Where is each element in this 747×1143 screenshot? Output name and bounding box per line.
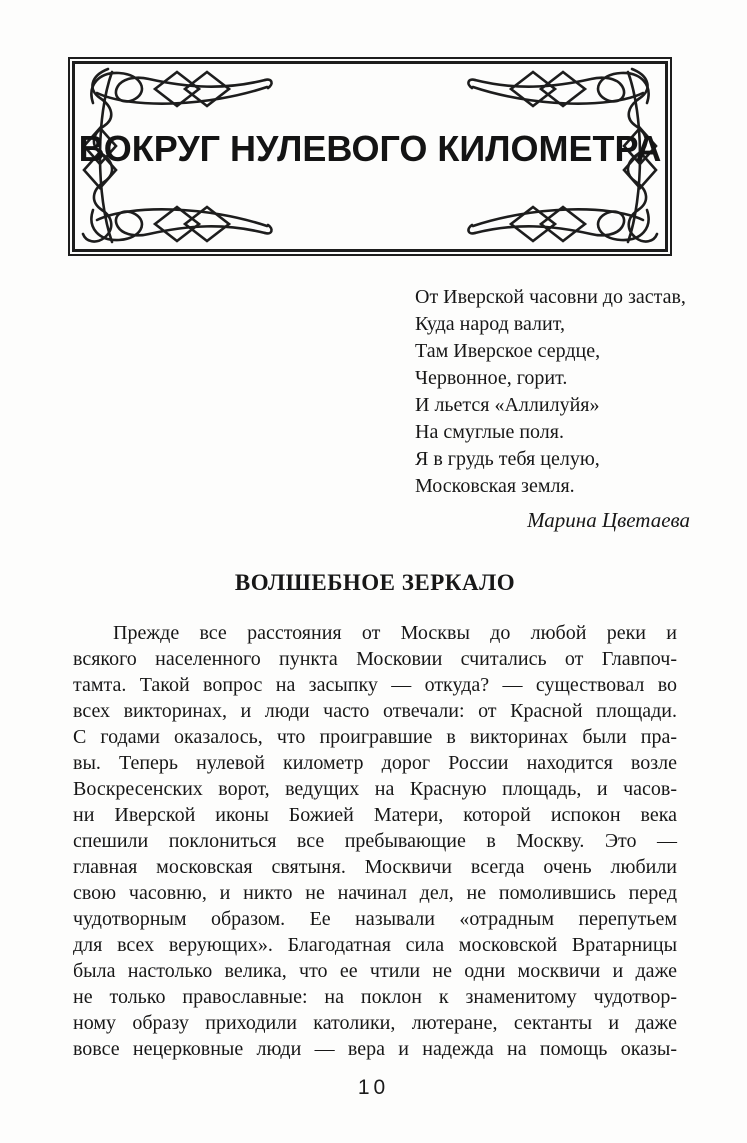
text-line: С годами оказалось, что проигравшие в викторинах были пра- [73,726,677,748]
text-line: Куда народ валит, [415,313,565,335]
text-line: спешили поклониться все пребывающие в Москву. Это — [73,830,677,852]
text-line: главная московская святыня. Москвичи всегда очень любили [73,856,677,878]
section-heading: ВОЛШЕБНОЕ ЗЕРКАЛО [234,570,516,595]
text-line: Воскресенских ворот, ведущих на Красную площадь, и часов- [73,778,677,800]
epigraph-attribution: Марина Цветаева [527,508,690,532]
text-line: ни Иверской иконы Божией Матери, которой испокон века [73,804,677,826]
text-line: всякого населенного пункта Московии считались от Главпоч- [73,648,677,670]
text-line: для всех верующих». Благодатная сила московской Вратарницы [73,934,677,956]
body-paragraph [73,620,677,1062]
text-line: чудотворным образом. Ее называли «отрадным перепутьем [73,908,677,930]
chapter-title-box-inner-border [72,61,668,252]
text-line: И льется «Аллилуйя» [415,394,600,416]
text-line: Московская земля. [415,475,575,497]
text-line: От Иверской часовни до застав, [415,286,686,308]
text-line: всех викторинах, и люди часто отвечали: от Красной площади. [73,700,677,722]
text-line: свою часовню, и никто не начинал дел, не помолившись перед [73,882,677,904]
chapter-title-box [68,57,672,256]
text-line: вовсе нецерковные люди — вера и надежда на помощь оказы- [73,1038,677,1060]
text-line: не только православные: на поклон к знаменитому чудотвор- [73,986,677,1008]
page-number: 10 [357,1076,390,1099]
text-line: ному образу приходили католики, лютеране, сектанты и даже [73,1012,677,1034]
epigraph-poem [415,284,690,500]
chapter-title: ВОКРУГ НУЛЕВОГО КИЛОМЕТРА [78,127,662,169]
text-line: Прежде все расстояния от Москвы до любой реки и [113,622,677,644]
text-line: вы. Теперь нулевой километр дорог России находится возле [73,752,677,774]
epigraph [415,284,690,534]
text-line: Червонное, горит. [415,367,568,389]
text-line: Там Иверское сердце, [415,340,601,362]
text-line: Я в грудь тебя целую, [415,448,600,470]
text-line: была настолько велика, что ее чтили не одни москвичи и даже [73,960,677,982]
text-line: На смуглые поля. [415,421,564,443]
text-line: тамта. Такой вопрос на засыпку — откуда? — существовал во [73,674,677,696]
